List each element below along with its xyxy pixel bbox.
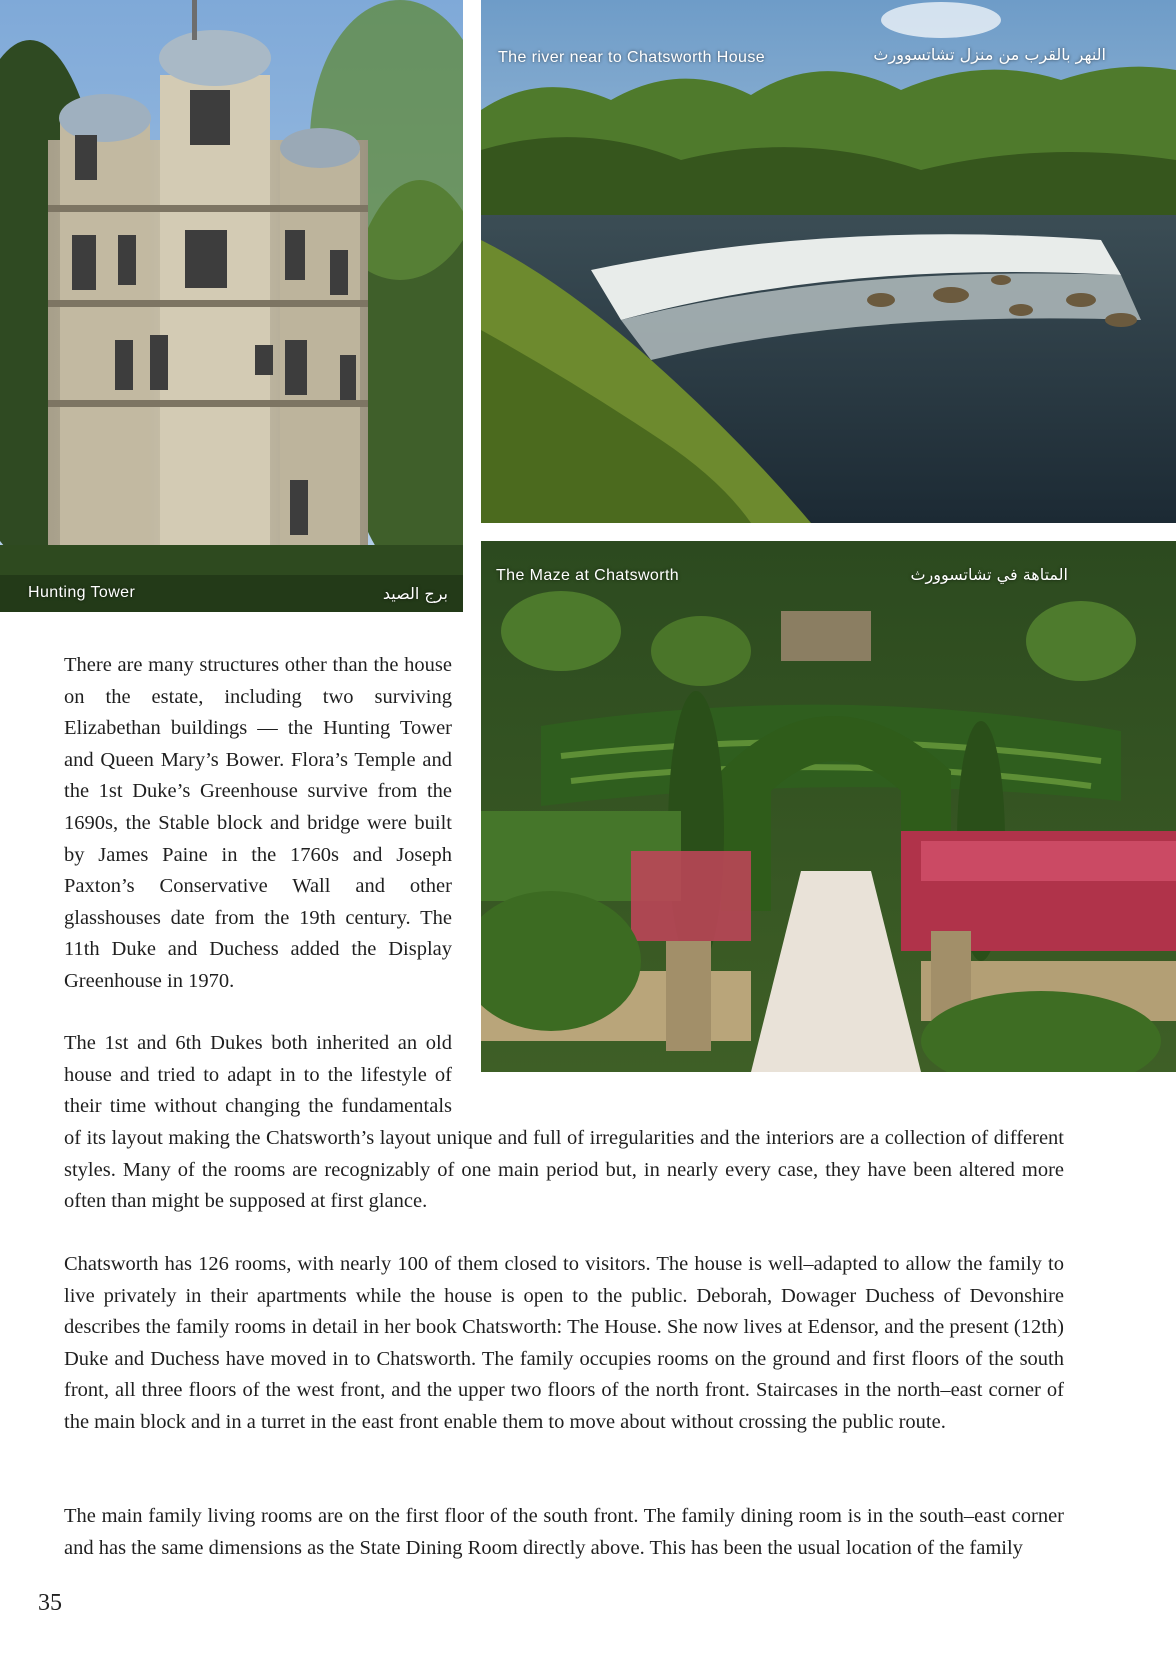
maze-caption-en: The Maze at Chatsworth [496, 567, 680, 584]
paragraph-rooms: Chatsworth has 126 rooms, with nearly 100 of them closed to visitors. The house is well–adapted to allow the family to live privately in their apartments while the house is open to the public. Deborah, Dowager Duchess of Devonshire describes the family rooms in detail in her book Chatsworth: The House. She now lives at Edensor, and the present (12th) Duke and Duchess have moved in to Chatsworth. The family occupies rooms on the ground and first floors of the south front, all three floors of the west front, and the upper two floors of the north front. Staircases in the north–east corner of the main block and in a turret in the east front enable them to move about without crossing the public route. [64, 1253, 1064, 1433]
river-photo [481, 0, 1176, 523]
paragraph-estate-structures: There are many structures other than the house on the estate, including two surviving Elizabethan buildings — the Hunting Tower and Queen Mary’s Bower. Flora’s Temple and the 1st Duke’s Greenhouse survive from the 1690s, the Stable block and bridge were built by James Paine in the 1760s and Joseph Paxton’s Conservative Wall and other glasshouses date from the 19th century. The 11th Duke and Duchess added the Display Greenhouse in 1970. [64, 654, 452, 992]
paragraph-dukes-end: of its layout making the Chatsworth’s layout unique and full of irregularities and the interiors are a collection of different styles. Many of the rooms are recognizably of one main period but, in nearly every case, they have been altered more often than might be supposed at first glance. [64, 1127, 1064, 1213]
paragraph-living-rooms: The main family living rooms are on the first floor of the south front. The family dining room is in the south–east corner and has the same dimensions as the State Dining Room directly above. This has been the usual location of the family [64, 1505, 1064, 1559]
river-caption-en: The river near to Chatsworth House [498, 49, 766, 66]
river-caption-ar: النهر بالقرب من منزل تشاتسوورث [873, 45, 1106, 64]
maze-photo [481, 541, 1176, 1072]
hunting-tower-caption-ar: برج الصيد [382, 584, 448, 603]
paragraph-dukes-start: The 1st and 6th Dukes both inherited an old house and tried to adapt in to the lifestyle of their time without changing the fundamentals [64, 1032, 452, 1118]
hunting-tower-caption-en: Hunting Tower [28, 584, 136, 601]
maze-caption-ar: المتاهة في تشاتسوورث [910, 565, 1068, 584]
page-number: 35 [38, 1590, 62, 1616]
hunting-tower-photo [0, 0, 463, 612]
